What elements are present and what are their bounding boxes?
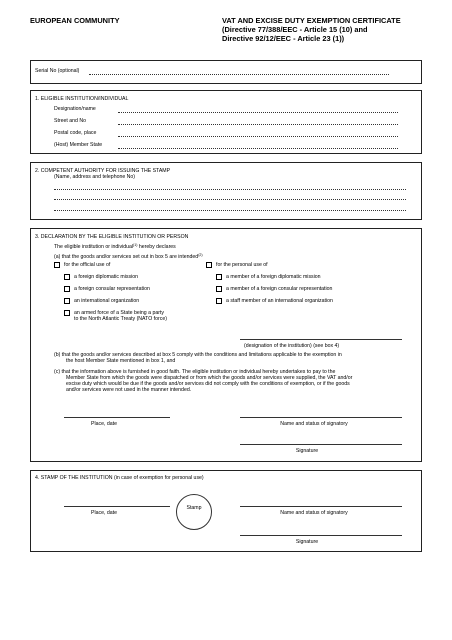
box1-title: 1. ELIGIBLE INSTITUTION/INDIVIDUAL xyxy=(35,96,129,102)
header-directive-1: (Directive 77/388/EEC - Article 15 (10) and xyxy=(222,25,368,34)
box4-name-status-label: Name and status of signatory xyxy=(280,510,348,516)
signature-label: Signature xyxy=(295,448,319,454)
nato-checkbox[interactable] xyxy=(64,310,70,316)
consular-checkbox[interactable] xyxy=(64,286,70,292)
authority-line-1[interactable] xyxy=(54,189,406,190)
box3-c-1: (c) that the information above is furnished in good faith. The eligible institution or individual hereby undertakes to pay to the xyxy=(54,369,336,375)
box4-title: 4. STAMP OF THE INSTITUTION (in case of exemption for personal use) xyxy=(35,475,204,481)
member-consular-checkbox[interactable] xyxy=(216,286,222,292)
stamp-circle[interactable] xyxy=(176,494,212,530)
member-diplomatic-checkbox[interactable] xyxy=(216,274,222,280)
box4-place-date-label: Place, date xyxy=(91,510,117,516)
box1-field-label: Designation/name xyxy=(54,106,96,112)
member-state-field[interactable] xyxy=(118,148,398,149)
official-use-checkbox[interactable] xyxy=(54,262,60,268)
staff-intl-org-checkbox[interactable] xyxy=(216,298,222,304)
authority-line-2[interactable] xyxy=(54,199,406,200)
box3-title: 3. DECLARATION BY THE ELIGIBLE INSTITUTION OR PERSON xyxy=(35,234,189,240)
box3-b-1: (b) that the goods and/or services described at box 5 comply with the conditions and limitations applicable to the exemption in xyxy=(54,352,342,358)
box4-signature-line[interactable] xyxy=(240,535,402,536)
box4-name-status-line[interactable] xyxy=(240,506,402,507)
name-status-line[interactable] xyxy=(240,417,402,418)
personal-use-checkbox[interactable] xyxy=(206,262,212,268)
option-label: an armed force of a State being a party xyxy=(74,310,164,316)
signature-line[interactable] xyxy=(240,444,402,445)
option-label: a foreign consular representation xyxy=(74,286,150,292)
box2-subtitle: (Name, address and telephone No) xyxy=(54,174,136,180)
authority-line-3[interactable] xyxy=(54,210,406,211)
serial-box xyxy=(30,60,422,84)
place-date-label: Place, date xyxy=(91,421,117,427)
intl-org-checkbox[interactable] xyxy=(64,298,70,304)
box4-signature-label: Signature xyxy=(295,539,319,545)
designation-line[interactable] xyxy=(240,339,402,340)
option-label: a member of a foreign diplomatic mission xyxy=(226,274,321,280)
option-label: a member of a foreign consular representation xyxy=(226,286,333,292)
option-label: to the North Atlantic Treaty (NATO force) xyxy=(74,316,167,322)
box3-c-3: excise duty which would be due if the goods and/or services did not comply with the conditions of exemption, or if the goods xyxy=(66,381,350,387)
postal-field[interactable] xyxy=(118,136,398,137)
option-label: a staff member of an international organization xyxy=(226,298,333,304)
box3-c-4: and/or services were not used in the manner intended. xyxy=(66,387,192,393)
header-community: EUROPEAN COMMUNITY xyxy=(30,16,120,25)
box4-place-date-line[interactable] xyxy=(64,506,170,507)
box1-field-label: Postal code, place xyxy=(54,130,97,136)
box3-c-2: Member State from which the goods were dispatched or from which the goods and/or services were supplied, the VAT and/or xyxy=(66,375,353,381)
street-field[interactable] xyxy=(118,124,398,125)
name-status-label: Name and status of signatory xyxy=(280,421,348,427)
stamp-label: Stamp xyxy=(186,505,202,511)
designation-field[interactable] xyxy=(118,112,398,113)
header-directive-2: Directive 92/12/EEC - Article 23 (1)) xyxy=(222,34,345,43)
box3-b-2: the host Member State mentioned in box 1, and xyxy=(66,358,176,364)
box1-field-label: (Host) Member State xyxy=(54,142,103,148)
box3-a: (a) that the goods and/or services set out in box 5 are intended$^{(2)}$ xyxy=(54,253,203,260)
option-label: an international organization xyxy=(74,298,140,304)
header-title: VAT AND EXCISE DUTY EXEMPTION CERTIFICATE xyxy=(222,16,401,25)
box1-field-label: Street and No xyxy=(54,118,87,124)
official-use-label: for the official use of xyxy=(64,262,111,268)
diplomatic-mission-checkbox[interactable] xyxy=(64,274,70,280)
box2-title: 2. COMPETENT AUTHORITY FOR ISSUING THE STAMP xyxy=(35,168,171,174)
box3-intro: The eligible institution or individual$^{(1)}$ hereby declares xyxy=(54,243,176,250)
personal-use-label: for the personal use of xyxy=(216,262,268,268)
option-label: a foreign diplomatic mission xyxy=(74,274,139,280)
place-date-line[interactable] xyxy=(64,417,170,418)
serial-label: Serial No (optional) xyxy=(35,68,80,74)
designation-caption: (designation of the institution) (see box 4) xyxy=(244,343,340,349)
serial-field[interactable] xyxy=(89,74,389,75)
